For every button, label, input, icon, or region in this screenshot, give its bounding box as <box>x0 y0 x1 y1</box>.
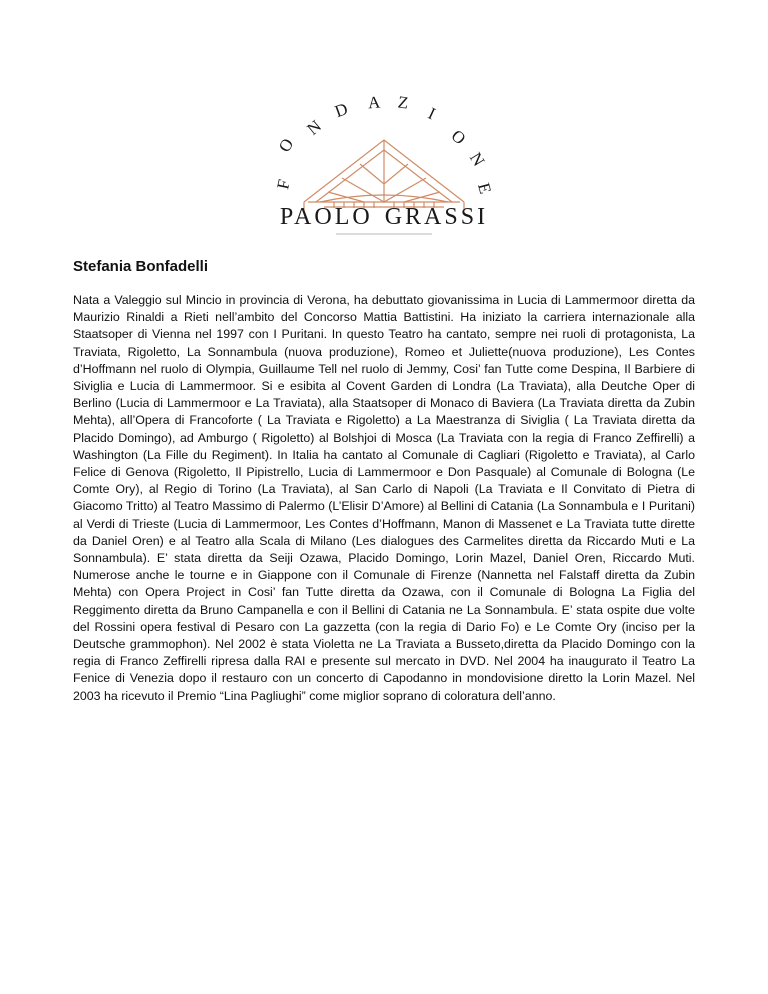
document-title: Stefania Bonfadelli <box>73 258 209 275</box>
logo-letter-n2: N <box>465 148 489 170</box>
fondazione-paolo-grassi-logo <box>264 92 504 242</box>
logo-name: PAOLO GRASSI <box>279 204 489 230</box>
truss-roof-icon <box>304 140 464 210</box>
biography-paragraph: Nata a Valeggio sul Mincio in provincia di Verona, ha debuttato giovanissima in Lucia di Lammermoor diretta da Maurizio Rinaldi a Rieti nell’ambito del Concorso Mattia Battistini. Ha iniziato la carriera internazionale alla Staatsoper di Vienna nel 1997 con I Puritani. In questo Teatro ha cantato, sempre nei ruoli di protagonista, La Traviata, Rigoletto, La Sonnambula (nuova produzione), Romeo et Juliette(nuova produzione), Les Contes d’Hoffmann nel ruolo di Olympia, Guillaume Tell nel ruolo di Jemmy, Cosi’ fan Tutte come Despina, Il Barbiere di Siviglia e Lucia di Lammermoor. Si e esibita al Covent Garden di Londra (La Traviata), alla Deutche Oper di Berlino (Lucia di Lammermoor e La Traviata), alla Staatsoper di Monaco di Baviera (La Traviata diretta da Zubin Mehta), all’Opera di Francoforte ( La Traviata e Rigoletto) a La Maestranza di Siviglia ( La Traviata diretta da Placido Domingo), ad Amburgo ( Rigoletto) al Bolshjoi di Mosca (La Traviata con la regia di Franco Zeffirelli) a Washington (La Fille du Regiment). In Italia ha cantato al Comunale di Cagliari (Rigoletto e Traviata), al Carlo Felice di Genova (Rigoletto, Il Pipistrello, Lucia di Lammermoor e Don Pasquale) al Comunale di Bologna (Le Comte Ory), al Regio di Torino (La Traviata), al San Carlo di Napoli (La Traviata e Il Convitato di Pietra di Giacomo Tritto) al Teatro Massimo di Palermo (L’Elisir D’Amore) al Bellini di Catania (La Sonnambula e I Puritani) al Verdi di Trieste (Lucia di Lammermoor, Les Contes d’Hoffmann, Manon di Massenet e La Traviata tutte dirette da Daniel Oren) e al Teatro alla Scala di Milano (Les dialogues des Carmelites diretta da Riccardo Muti e La Sonnambula). E’ stata diretta da Seiji Ozawa, Placido Domingo, Lorin Mazel, Daniel Oren, Riccardo Muti. Numerose anche le tourne e in Giappone con il Comunale di Firenze (Nannetta nel Falstaff diretta da Zubin Mehta) con Opera Project in Cosi’ fan Tutte diretta da Ozawa, con il Comunale di Bologna La Figlia del Reggimento diretta da Bruno Campanella e con il Bellini di Catania ne La Sonnambula. E’ stata ospite due volte del Rossini opera festival di Pesaro con La gazzetta (con la regia di Dario Fo) e Le Comte Ory (inciso per la Deutsche grammophon). Nel 2002 è stata Violetta ne La Traviata a Busseto,diretta da Placido Domingo con la regia di Franco Zeffirelli ripresa dalla RAI e presente sul mercato in DVD. Nel 2004 ha inaugurato il Teatro La Fenice di Venezia dopo il restauro con un concerto di Capodanno in mondovisione diretto la Lorin Mazel. Nel 2003 ha ricevuto il Premio “Lina Pagliughi” come miglior soprano di coloratura dell’anno. <box>73 293 695 703</box>
logo-letter-d: D <box>332 99 351 122</box>
logo-letter-i: I <box>425 103 439 124</box>
logo-letter-e: E <box>474 180 496 196</box>
logo-graphic <box>264 92 504 242</box>
logo-letter-f: F <box>273 177 294 191</box>
logo-letter-o2: O <box>447 125 470 149</box>
logo-letter-z: Z <box>396 92 410 113</box>
logo-letter-o: O <box>274 135 298 156</box>
logo-letter-a: A <box>367 92 381 113</box>
logo-letter-n: N <box>303 116 326 139</box>
